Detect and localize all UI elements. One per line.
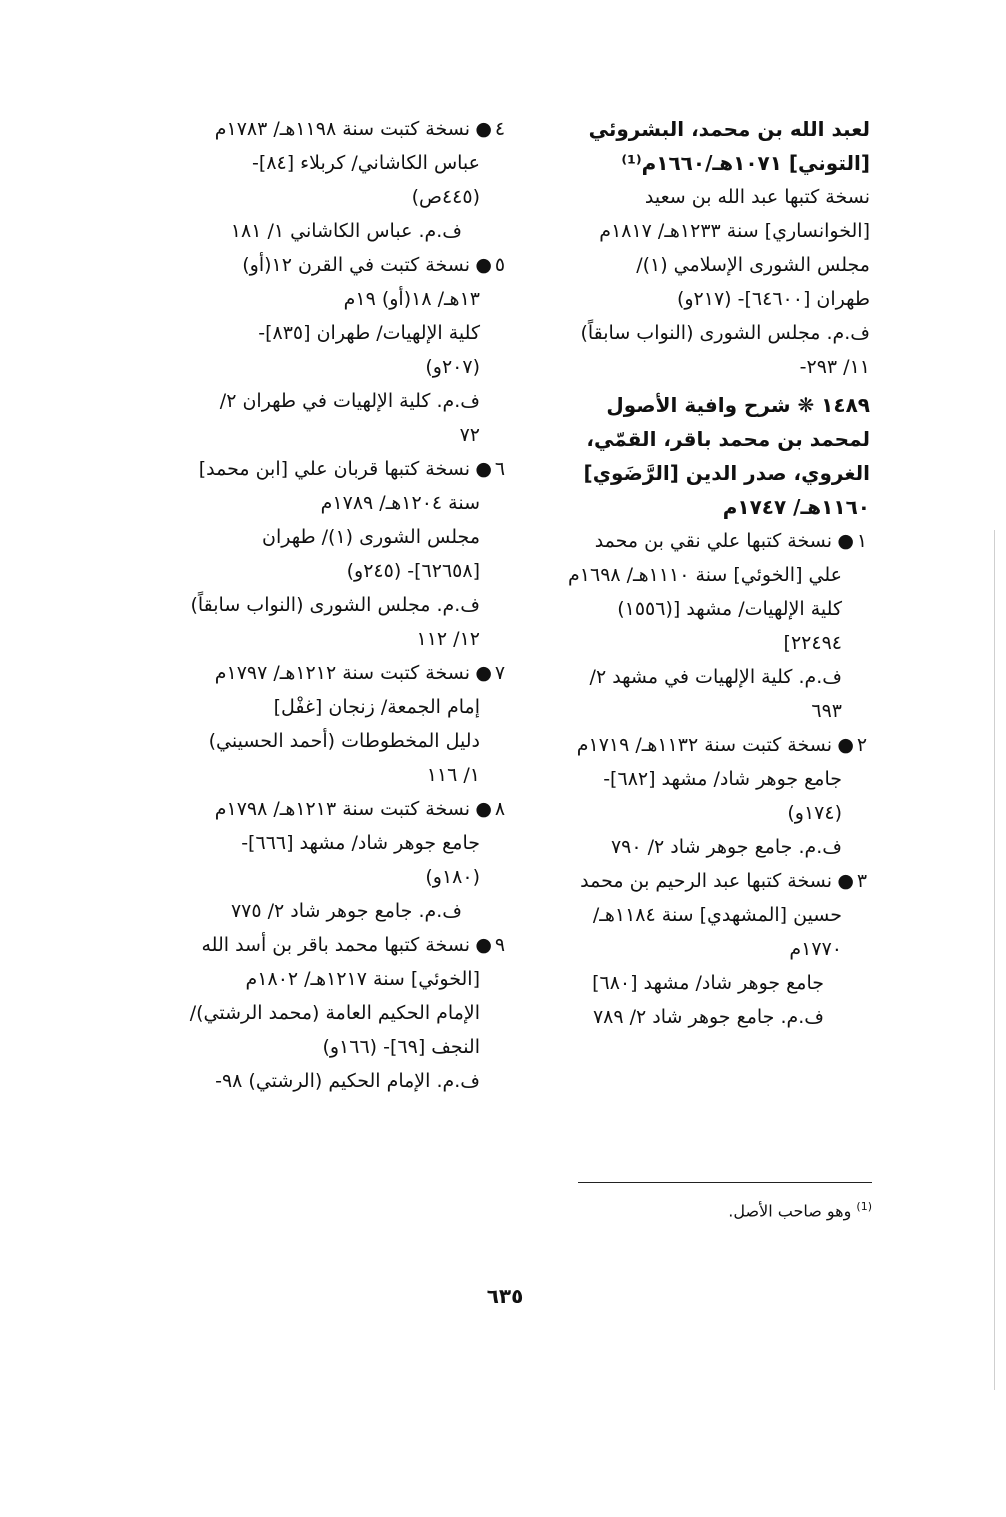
entry-continuation: سنة ١٢٠٤هـ/ ١٧٨٩م bbox=[320, 492, 480, 514]
entry-reference: ف.م. عباس الكاشاني ١/ ١٨١ bbox=[230, 220, 462, 242]
entry-location: (١٧٤و) bbox=[787, 802, 842, 824]
manuscript-entry bbox=[158, 452, 508, 486]
bullet-icon: ● bbox=[837, 870, 854, 892]
entry-reference: ف.م. جامع جوهر شاد ٢/ ٧٨٩ bbox=[592, 1006, 824, 1028]
manuscript-entry bbox=[540, 524, 870, 558]
manuscript-line: طهران [٦٤٦٠٠]- (٢١٧و) bbox=[676, 288, 870, 310]
footnote-divider bbox=[578, 1182, 872, 1183]
manuscript-line: مجلس الشورى الإسلامي (١)/ bbox=[636, 254, 870, 276]
bullet-icon: ● bbox=[837, 530, 854, 552]
footnote-text: وهو صاحب الأصل. bbox=[728, 1201, 852, 1221]
entry-text: نسخة كتبت سنة ١٢١٣هـ/ ١٧٩٨م bbox=[214, 798, 470, 820]
scan-margin-line bbox=[994, 530, 995, 1390]
entry-location: (١٨٠و) bbox=[425, 866, 480, 888]
manuscript-line: [الخوانساري] سنة ١٢٣٣هـ/ ١٨١٧م bbox=[599, 220, 870, 242]
manuscript-entry bbox=[158, 792, 508, 826]
author-line: [التوني] ١٠٧١هـ/١٦٦٠م⁽¹⁾ bbox=[621, 151, 870, 175]
entry-reference: ف.م. الإمام الحكيم (الرشتي) ٩٨- bbox=[215, 1070, 480, 1092]
entry-text: نسخة كتبها عبد الرحيم بن محمد bbox=[580, 870, 832, 892]
author-line: ١١٦٠هـ/ ١٧٤٧م bbox=[722, 495, 870, 519]
manuscript-entry bbox=[540, 728, 870, 762]
entry-continuation: علي [الخوئي] سنة ١١١٠هـ/ ١٦٩٨م bbox=[568, 564, 842, 586]
manuscript-line: ف.م. مجلس الشورى (النواب سابقاً) bbox=[580, 322, 870, 344]
entry-text: نسخة كتبها محمد باقر بن أسد الله bbox=[201, 934, 470, 956]
bullet-icon: ● bbox=[475, 118, 492, 140]
footnote bbox=[540, 1195, 872, 1223]
entry-number: ٧ bbox=[494, 662, 506, 684]
entry-reference: ١/ ١١٦ bbox=[426, 764, 480, 786]
page-number: ٦٣٥ bbox=[486, 1284, 524, 1308]
entry-reference: ف.م. مجلس الشورى (النواب سابقاً) bbox=[190, 594, 480, 616]
manuscript-entry bbox=[540, 864, 870, 898]
entry-reference: ٧٢ bbox=[459, 424, 480, 446]
entry-location: جامع جوهر شاد/ مشهد [٦٨٢]- bbox=[603, 768, 842, 790]
entry-number: ٤ bbox=[494, 118, 506, 140]
entry-reference: ف.م. كلية الإلهيات في طهران ٢/ bbox=[219, 390, 480, 412]
entry-reference: دليل المخطوطات (أحمد الحسيني) bbox=[208, 730, 480, 752]
bullet-icon: ● bbox=[475, 254, 492, 276]
bullet-icon: ● bbox=[837, 734, 854, 756]
bullet-icon: ● bbox=[475, 662, 492, 684]
entry-continuation: ١٣هـ/ ١٨(أو) ١٩م bbox=[343, 288, 480, 310]
right-column bbox=[540, 112, 870, 1034]
entry-location: الإمام الحكيم العامة (محمد الرشتي)/ bbox=[189, 1002, 480, 1024]
entry-reference: ف.م. جامع جوهر شاد ٢/ ٧٧٥ bbox=[230, 900, 462, 922]
entry-location: كلية الإلهيات/ مشهد [(١٥٥٦) bbox=[617, 598, 842, 620]
entry-location: جامع جوهر شاد/ مشهد [٦٦٦]- bbox=[241, 832, 480, 854]
entry-continuation: [الخوئي] سنة ١٢١٧هـ/ ١٨٠٢م bbox=[245, 968, 480, 990]
entry-location: (٤٤٥ص) bbox=[411, 186, 480, 208]
entry-text: نسخة كتبت سنة ١٢١٢هـ/ ١٧٩٧م bbox=[214, 662, 470, 684]
entry-number: ٦ bbox=[494, 458, 506, 480]
entry-number: ٨ bbox=[494, 798, 506, 820]
entry-location: النجف [٦٩]- (١٦٦و) bbox=[322, 1036, 480, 1058]
bullet-icon: ● bbox=[475, 798, 492, 820]
entry-text: نسخة كتبت سنة ١١٣٢هـ/ ١٧١٩م bbox=[576, 734, 832, 756]
entry-location: جامع جوهر شاد/ مشهد [٦٨٠] bbox=[592, 972, 824, 994]
section-title: ١٤٨٩ ❋ شرح وافية الأصول bbox=[606, 393, 870, 417]
entry-text: نسخة كتبت سنة ١١٩٨هـ/ ١٧٨٣م bbox=[214, 118, 470, 140]
manuscript-entry bbox=[158, 112, 508, 146]
bullet-icon: ● bbox=[475, 458, 492, 480]
entry-text: نسخة كتبها علي نقي بن محمد bbox=[594, 530, 832, 552]
entry-location: (٢٠٧و) bbox=[425, 356, 480, 378]
entry-location: ٢٢٤٩٤] bbox=[783, 632, 842, 654]
left-column bbox=[158, 112, 508, 1098]
manuscript-entry bbox=[158, 656, 508, 690]
author-line: الغروي، صدر الدين [الرَّضَوي] bbox=[583, 461, 870, 485]
entry-location: عباس الكاشاني/ كربلاء [٨٤]- bbox=[252, 152, 480, 174]
manuscript-line: ١١/ ٢٩٣- bbox=[799, 356, 870, 378]
entry-number: ١ bbox=[856, 530, 868, 552]
entry-number: ٩ bbox=[494, 934, 506, 956]
entry-number: ٣ bbox=[856, 870, 868, 892]
manuscript-line: نسخة كتبها عبد الله بن سعيد bbox=[644, 186, 870, 208]
entry-location: [٦٢٦٥٨]- (٢٤٥و) bbox=[346, 560, 480, 582]
author-line: لمحمد بن محمد باقر، القمّي، bbox=[586, 427, 870, 451]
entry-reference: ١٢/ ١١٢ bbox=[416, 628, 480, 650]
entry-text: نسخة كتبت في القرن ١٢(أو) bbox=[242, 254, 470, 276]
entry-text: نسخة كتبها قربان علي [ابن محمد] bbox=[198, 458, 470, 480]
entry-reference: ٦٩٣ bbox=[811, 700, 842, 722]
manuscript-entry bbox=[158, 928, 508, 962]
entry-reference: ف.م. جامع جوهر شاد ٢/ ٧٩٠ bbox=[610, 836, 842, 858]
entry-continuation: ١٧٧٠م bbox=[789, 938, 842, 960]
entry-continuation: حسين [المشهدي] سنة ١١٨٤هـ/ bbox=[592, 904, 842, 926]
entry-location: كلية الإلهيات/ طهران [٨٣٥]- bbox=[258, 322, 480, 344]
manuscript-entry bbox=[158, 248, 508, 282]
author-line: لعبد الله بن محمد، البشروئي bbox=[588, 117, 870, 141]
entry-reference: ف.م. كلية الإلهيات في مشهد ٢/ bbox=[589, 666, 842, 688]
entry-location: مجلس الشورى (١)/ طهران bbox=[262, 526, 480, 548]
entry-number: ٢ bbox=[856, 734, 868, 756]
entry-number: ٥ bbox=[494, 254, 506, 276]
entry-location: إمام الجمعة/ زنجان [غفْل] bbox=[273, 696, 480, 718]
footnote-marker: (1) bbox=[856, 1200, 872, 1213]
bullet-icon: ● bbox=[475, 934, 492, 956]
